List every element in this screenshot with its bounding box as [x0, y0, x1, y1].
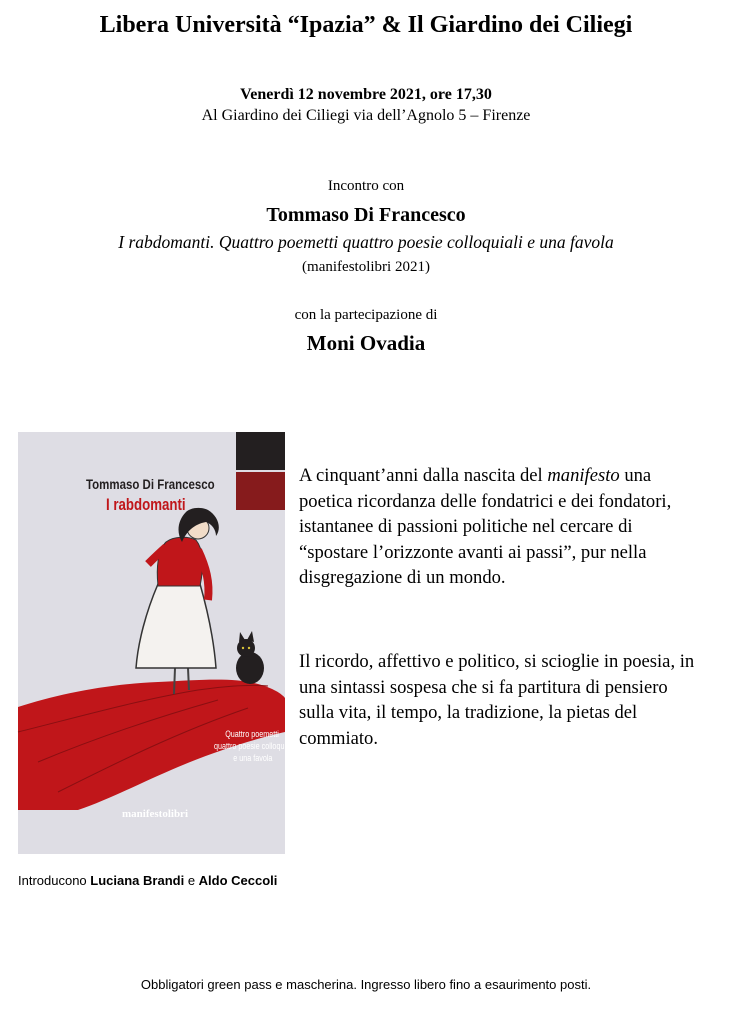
book-cover — [18, 432, 294, 854]
book-title: I rabdomanti. Quattro poemetti quattro poesie colloquiali e una favola — [118, 232, 614, 252]
description-text: una poetica ricordanza delle fondatrici e dei fondatori, istantanee di passioni politiche nel cercare di “spostare l’orizzonte avanti ai passi”, pur nella disgregazione di un mondo. — [299, 465, 672, 589]
page-title: Libera Università “Ipazia” & Il Giardino dei Ciliegi — [99, 12, 633, 38]
book-publisher: (manifestolibri 2021) — [302, 259, 430, 275]
guest-name: Moni Ovadia — [306, 331, 426, 355]
meeting-intro: Incontro con — [327, 178, 405, 194]
description-paragraph-1 — [299, 463, 699, 591]
presenter-name: Luciana Brandi — [90, 873, 185, 888]
newspaper-name: manifesto — [547, 465, 620, 486]
description-text: A cinquant’anni dalla nascita del — [299, 465, 548, 486]
footer-notice: Obbligatori green pass e mascherina. Ingresso libero fino a esaurimento posti. — [140, 977, 592, 992]
cover-title: I rabdomanti — [106, 495, 186, 514]
presenter-name: Aldo Ceccoli — [198, 873, 278, 888]
cover-subtitle-line: Quattro poemetti — [225, 729, 279, 739]
author-name: Tommaso Di Francesco — [266, 204, 466, 226]
cover-subtitle — [214, 728, 294, 764]
participation-label: con la partecipazione di — [294, 307, 438, 323]
presenters-joiner: e — [184, 873, 199, 888]
cover-subtitle-line: e una favola — [233, 753, 273, 763]
presenters-line — [18, 873, 277, 888]
cover-subtitle-line: quattro poesie colloquiali — [214, 741, 294, 751]
event-date: Venerdì 12 novembre 2021, ore 17,30 — [240, 86, 492, 103]
description-paragraph-2: Il ricordo, affettivo e politico, si scioglie in poesia, in una sintassi sospesa che si fa partitura di pensiero sulla vita, il tempo, la tradizione, la pietas del commiato. — [299, 651, 695, 749]
presenters-prefix: Introducono — [18, 873, 91, 888]
cover-author: Tommaso Di Francesco — [86, 476, 215, 492]
cover-publisher: manifestolibri — [122, 808, 188, 820]
event-venue: Al Giardino dei Ciliegi via dell’Agnolo 5 – Firenze — [201, 107, 531, 124]
